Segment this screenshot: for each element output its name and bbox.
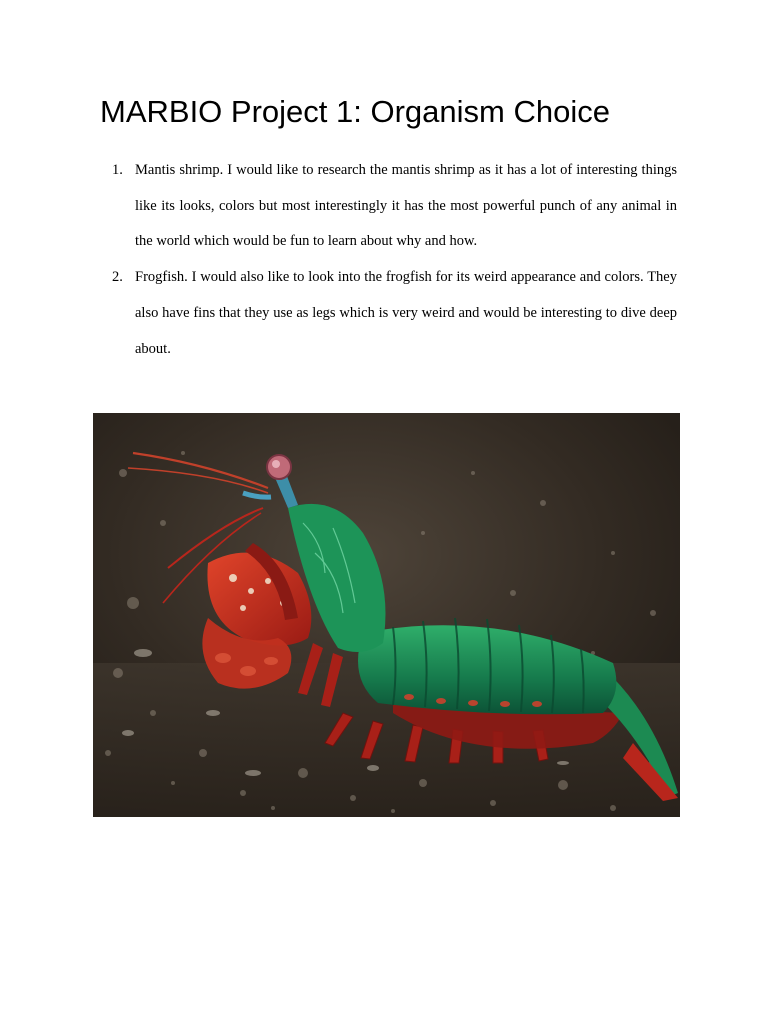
list-item-number: 2. [112, 269, 123, 286]
list-item [100, 153, 677, 260]
list-item [100, 260, 677, 367]
list-item-text: Frogfish. I would also like to look into the frogfish for its weird appearance and colors. They also have fins that they use as legs which is very weird and would be interesting to dive deep about. [135, 269, 677, 357]
list-item-text: Mantis shrimp. I would like to research the mantis shrimp as it has a lot of interesting things like its looks, colors but most interestingly it has the most powerful punch of any animal in the world which would be fun to learn about why and how. [135, 162, 677, 250]
mantis-shrimp-illustration [93, 413, 680, 817]
mantis-shrimp-photo [93, 413, 680, 817]
list-item-number: 1. [112, 162, 123, 178]
page-title: MARBIO Project 1: Organism Choice [100, 94, 610, 129]
organism-list [100, 153, 677, 367]
